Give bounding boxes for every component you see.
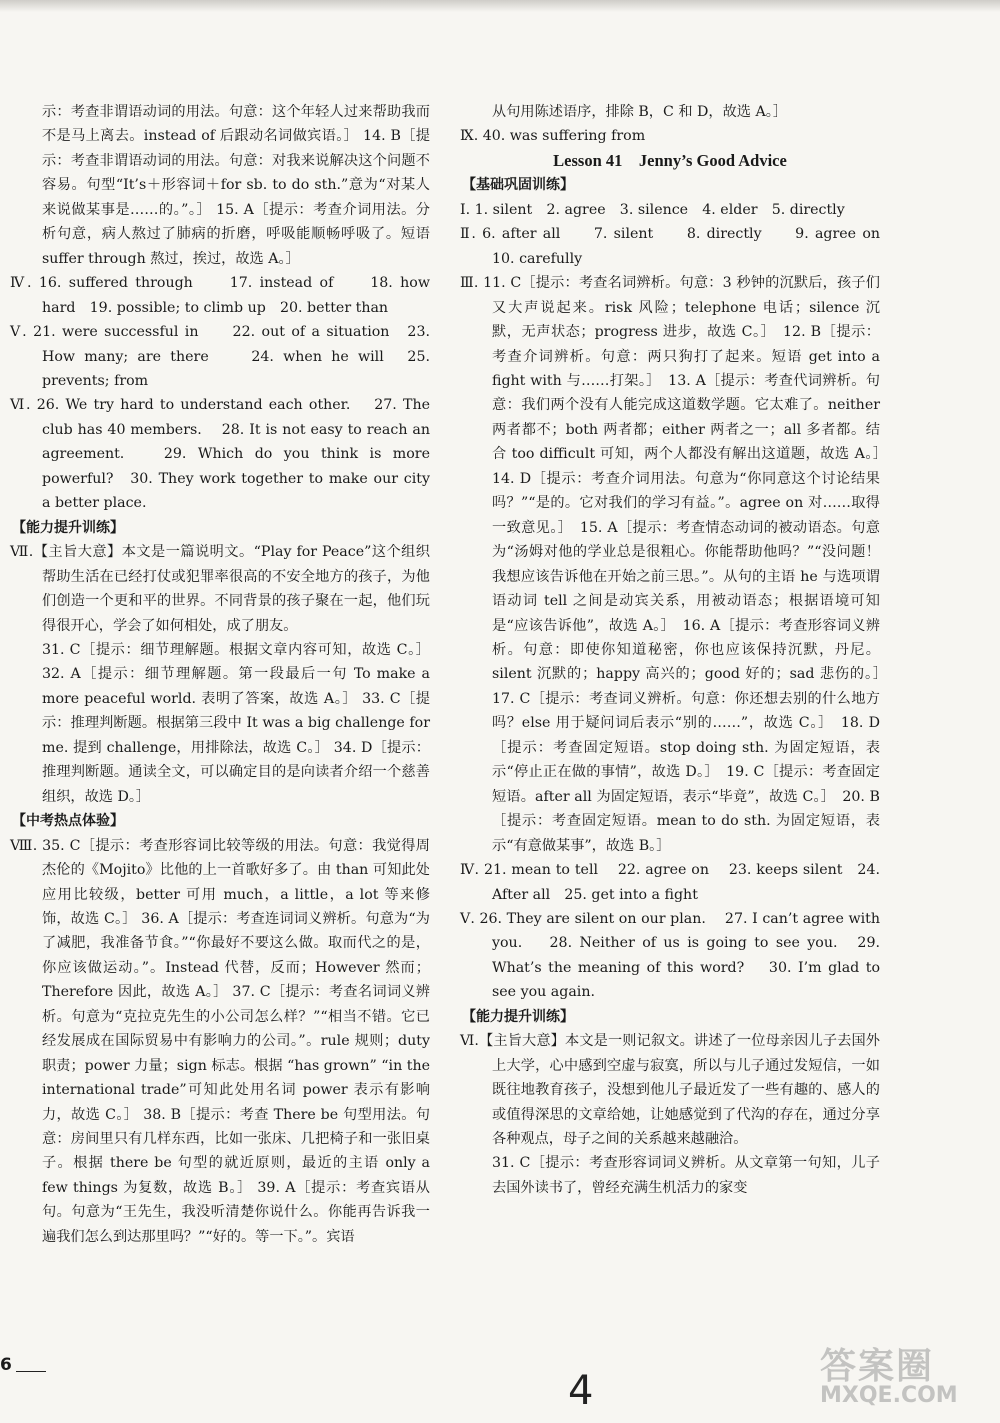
page-number-rule (16, 1371, 46, 1372)
handwritten-mark: 4 (568, 1368, 594, 1414)
page-number: 6 (0, 1355, 12, 1375)
section-heading: 【能力提升训练】 (462, 1008, 574, 1025)
section-heading: 【基础巩固训练】 (462, 177, 574, 194)
watermark-text: 答案圈 (820, 1346, 935, 1387)
answer-paragraph: Ⅷ. 35. C［提示：考查形容词比较等级的用法。句意：我觉得周杰伦的《Mojito》比他的上一首歌好多了。由 than 可知此处应用比较级，better 可用 much，a little，a lot 等来修饰，故选 C。］ 36. A［提示：考查连词词义辨析。句意为“为了减肥，我准备节食。”“你最好不要这么做。取而代之的是，你应该做运动。”。Instead 代替，反而；However 然而；Therefore 因此，故选 A。］ 37. C［提示：考查名词词义辨析。句意为“克拉克先生的小公司怎么样？”“相当不错。它已经发展成在国际贸易中有影响力的公司。”。rule 规则；duty 职责；power 力量；sign 标志。根据 “has grown” “in the international trade”可知此处用名词 power 表示有影响力，故选 C。］ 38. B［提示：考查 There be 句型用法。句意：房间里只有几样东西，比如一张床、几把椅子和一张旧桌子。根据 there be 句型的就近原则，最近的主语 only a few things 为复数，故选 B。］ 39. A［提示：考查宾语从句。句意为“王先生，我没听清楚你说什么。你能再告诉我一遍我们怎么到达那里吗？”“好的。等一下。”。宾语 (10, 837, 430, 1245)
answer-paragraph: Ⅸ. 40. was suffering from (460, 128, 646, 145)
answer-paragraph: Ⅶ.【主旨大意】本文是一篇说明文。“Play for Peace”这个组织帮助生活在已经打仗或犯罪率很高的不安全地方的孩子，为他们创造一个更和平的世界。不同背景的孩子聚在一起，他们玩得很开心，学会了如何相处，成了朋友。 (10, 544, 430, 634)
answer-paragraph: Ⅴ. 26. They are silent on our plan. 27. I can’t agree with you. 28. Neither of us is going to see you. 29. What’s the meaning of this word? 30. I’m glad to see you again. (460, 910, 880, 1001)
section-heading: 【中考热点体验】 (12, 813, 124, 830)
lesson-title: Lesson 41 Jenny’s Good Advice (553, 150, 787, 170)
scan-top-shadow (0, 0, 1000, 12)
answer-paragraph: Ⅳ. 16. suffered through 17. instead of 18. how hard 19. possible; to climb up 20. better than (10, 275, 430, 316)
answer-paragraph: Ⅵ. 26. We try hard to understand each other. 27. The club has 40 members. 28. It is not easy to reach an agreement. 29. Which do you think is more powerful? 30. They work together to make our city a better place. (10, 397, 430, 512)
answer-paragraph: 31. C［提示：细节理解题。根据文章内容可知，故选 C。］ 32. A［提示：细节理解题。第一段最后一句 To make a more peaceful world. 表明了答案，故选 A。］ 33. C［提示：推理判断题。根据第三段中 It was a big challenge for me. 提到 challenge，用排除法，故选 C。］ 34. D［提示：推理判断题。通读全文，可以确定目的是向读者介绍一个慈善组织，故选 D。］ (42, 641, 430, 805)
section-heading: 【能力提升训练】 (12, 519, 124, 536)
watermark-logo (820, 1338, 995, 1418)
left-column (10, 100, 430, 1249)
answer-paragraph: 从句用陈述语序，排除 B，C 和 D，故选 A。］ (492, 104, 788, 120)
watermark-url: MXQE.COM (820, 1383, 958, 1408)
answer-paragraph: 示：考查非谓语动词的用法。句意：这个年轻人过来帮助我而不是马上离去。instead of 后跟动名词做宾语。］ 14. B［提示：考查非谓语动词的用法。句意：对我来说解决这个问题不容易。句型“It’s＋形容词＋for sb. to do sth.”意为“对某人来说做某事是……的。”。］ 15. A［提示：考查介词用法。分析句意，病人熬过了肺病的折磨，呼吸能顺畅呼吸了。短语 suffer through 熬过，挨过，故选 A。］ (42, 104, 430, 267)
answer-paragraph: Ⅳ. 21. mean to tell 22. agree on 23. keeps silent 24. After all 25. get into a fight (460, 862, 880, 903)
answer-paragraph: Ⅵ.【主旨大意】本文是一则记叙文。讲述了一位母亲因儿子去国外上大学，心中感到空虚与寂寞，所以与儿子通过发短信，一如既往地教育孩子，没想到他儿子最近发了一些有趣的、感人的或值得深思的文章给她，让她感觉到了代沟的存在，通过分享各种观点，母子之间的关系越来越融洽。 (460, 1033, 880, 1148)
answer-paragraph: Ⅱ. 6. after all 7. silent 8. directly 9. agree on 10. carefully (460, 226, 895, 267)
answer-paragraph: Ⅰ. 1. silent 2. agree 3. silence 4. elder 5. directly (460, 201, 845, 218)
answer-paragraph: 31. C［提示：考查形容词词义辨析。从文章第一句知，儿子去国外读书了，曾经充满生机活力的家变 (492, 1155, 880, 1196)
answer-paragraph: Ⅲ. 11. C［提示：考查名词辨析。句意：3 秒钟的沉默后，孩子们又大声说起来。risk 风险；telephone 电话；silence 沉默，无声状态；progress 进步，故选 C。］ 12. B［提示：考查介词辨析。句意：两只狗打了起来。短语 get into a fight with 与……打架。］ 13. A［提示：考查代词辨析。句意：我们两个没有人能完成这道数学题。它太难了。neither 两者都不；both 两者都；either 两者之一；all 多者都。结合 too difficult 可知，两个人都没有解出这道题，故选 A。］ 14. D［提示：考查介词用法。句意为“你同意这个讨论结果吗？”“是的。它对我们的学习有益。”。agree on 对……取得一致意见。］ 15. A［提示：考查情态动词的被动语态。句意为“汤姆对他的学业总是很粗心。你能帮助他吗？”“没问题！我想应该告诉他在开始之前三思。”。从句的主语 he 与选项谓语动词 tell 之间是动宾关系，用被动语态；根据语境可知是“应该告诉他”，故选 A。］ 16. A［提示：考查形容词义辨析。句意：即使你知道秘密，你也应该保持沉默，丹尼。silent 沉默的；happy 高兴的；good 好的；sad 悲伤的。］ 17. C［提示：考查词义辨析。句意：你还想去别的什么地方吗？else 用于疑问词后表示“别的……”，故选 C。］ 18. D［提示：考查固定短语。stop doing sth. 为固定短语，表示“停止正在做的事情”，故选 D。］ 19. C［提示：考查固定短语。after all 为固定短语，表示“毕竟”，故选 C。］ 20. B［提示：考查固定短语。mean to do sth. 为固定短语，表示“有意做某事”，故选 B。］ (460, 275, 895, 854)
right-column (460, 100, 895, 1200)
answer-paragraph: Ⅴ. 21. were successful in 22. out of a situation 23. How many; are there 24. when he will 25. prevents; from (10, 324, 430, 389)
